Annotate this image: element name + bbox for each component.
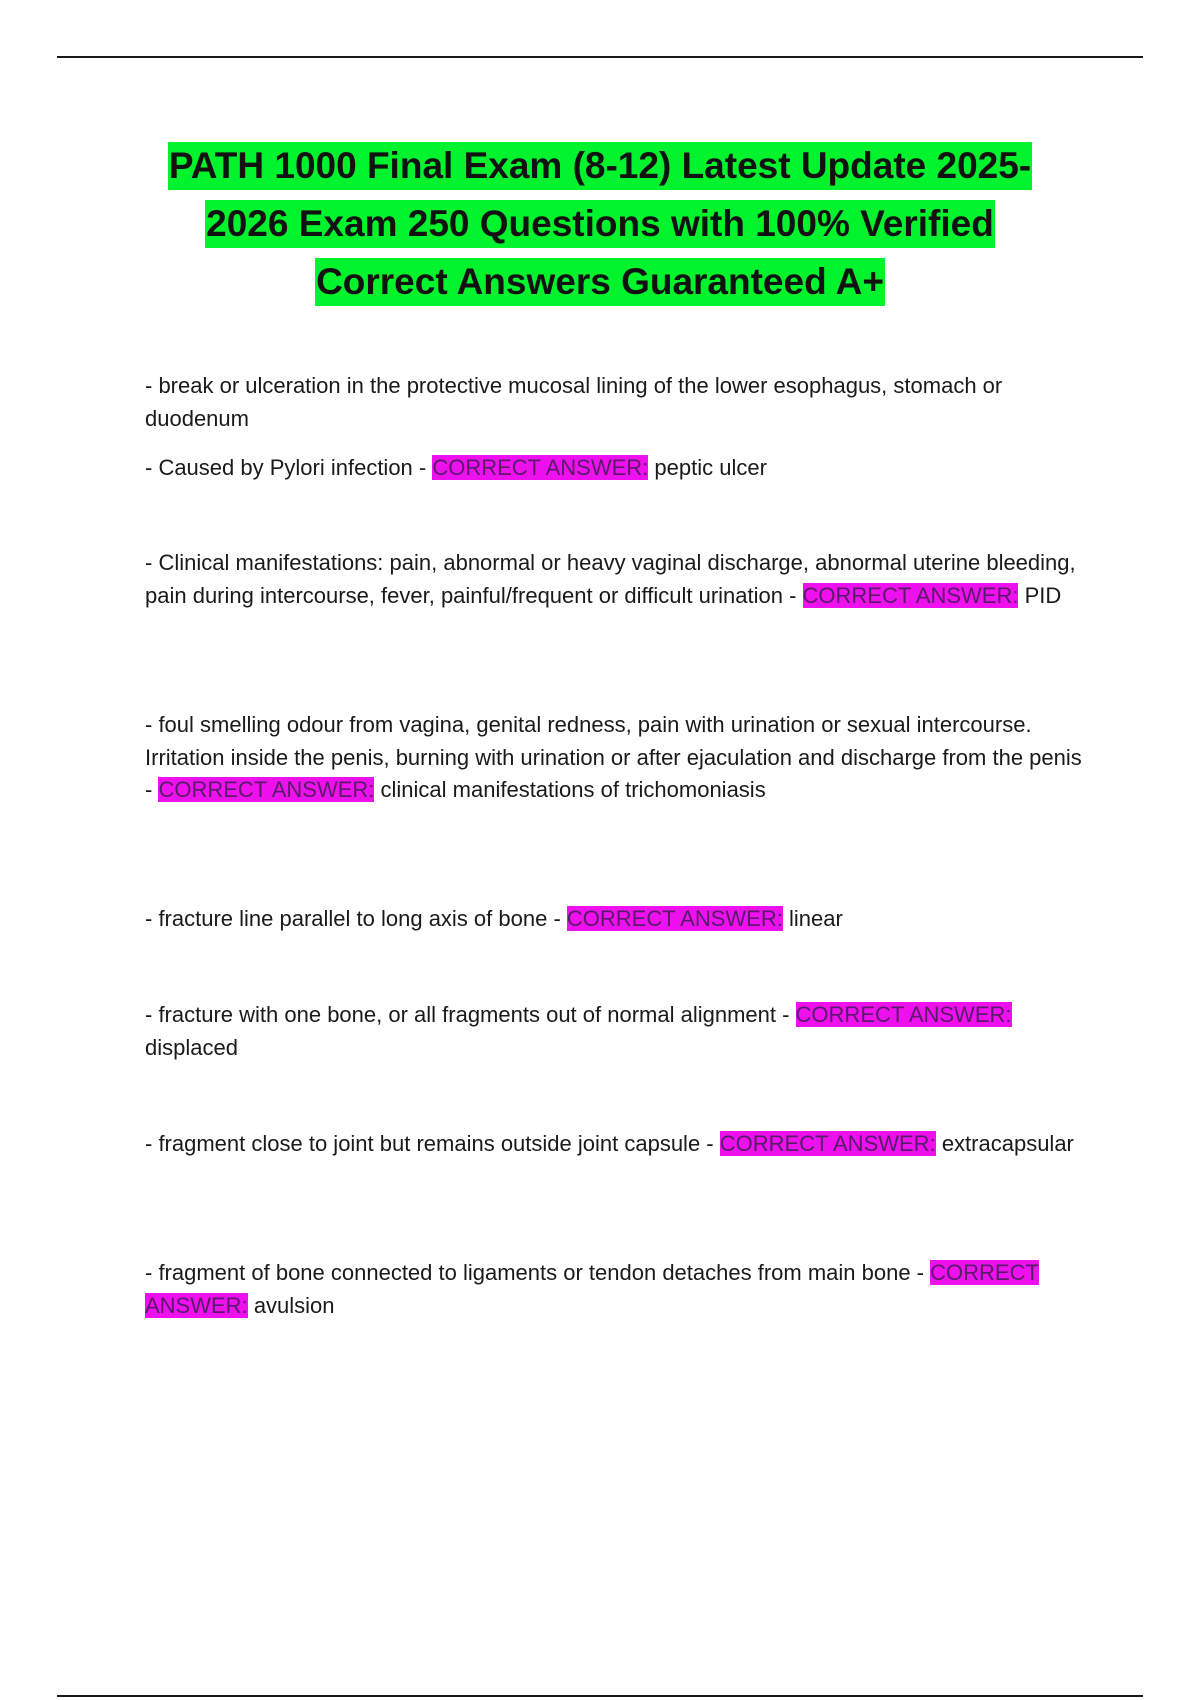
question-text: - Clinical manifestations: pain, abnormal or heavy vaginal discharge, abnormal uterine bleeding, pain during intercourse, fever, painful/frequent or difficult urination - bbox=[145, 550, 1076, 608]
answer-text: linear bbox=[788, 906, 843, 931]
answer-text: PID bbox=[1024, 582, 1062, 608]
top-rule bbox=[57, 56, 1143, 58]
correct-answer-marker: CORRECT ANSWER: bbox=[566, 906, 783, 931]
question-text: - break or ulceration in the protective mucosal lining of the lower esophagus, stomach or duodenum bbox=[145, 373, 1003, 431]
title-line: 2026 Exam 250 Questions with 100% Verified bbox=[205, 200, 995, 248]
correct-answer-marker: CORRECT ANSWER: bbox=[802, 582, 1019, 608]
correct-answer-marker: CORRECT ANSWER: bbox=[158, 777, 375, 802]
bottom-rule bbox=[57, 1695, 1143, 1697]
qa-entry bbox=[145, 903, 1095, 936]
document-title bbox=[130, 142, 1070, 316]
title-line: Correct Answers Guaranteed A+ bbox=[315, 258, 885, 306]
title-line: PATH 1000 Final Exam (8-12) Latest Update 2025- bbox=[168, 142, 1032, 190]
qa-entry bbox=[145, 1257, 1095, 1322]
correct-answer-marker: CORRECT ANSWER: bbox=[145, 1260, 1039, 1318]
correct-answer-marker: CORRECT ANSWER: bbox=[719, 1131, 936, 1156]
qa-entry bbox=[145, 370, 1095, 485]
answer-text: clinical manifestations of trichomoniasis bbox=[380, 777, 766, 802]
qa-entry bbox=[145, 999, 1095, 1064]
answer-text: extracapsular bbox=[941, 1131, 1074, 1156]
question-text: - fragment close to joint but remains outside joint capsule - bbox=[145, 1131, 720, 1156]
answer-text: displaced bbox=[145, 1034, 238, 1060]
correct-answer-marker: CORRECT ANSWER: bbox=[795, 1002, 1012, 1027]
question-text: - fracture line parallel to long axis of bone - bbox=[145, 906, 567, 931]
correct-answer-marker: CORRECT ANSWER: bbox=[432, 455, 649, 480]
qa-entry bbox=[145, 547, 1095, 612]
answer-text: avulsion bbox=[253, 1292, 335, 1318]
qa-entry bbox=[145, 1128, 1095, 1161]
question-text: - Caused by Pylori infection - bbox=[145, 455, 433, 480]
question-text: - fracture with one bone, or all fragments out of normal alignment - bbox=[145, 1002, 796, 1027]
question-text: - fragment of bone connected to ligaments or tendon detaches from main bone - bbox=[145, 1260, 931, 1285]
answer-text: peptic ulcer bbox=[654, 455, 767, 480]
qa-entry bbox=[145, 709, 1095, 807]
question-text: - foul smelling odour from vagina, genital redness, pain with urination or sexual intercourse. Irritation inside the penis, burning with urination or after ejaculation and discharge from the penis - bbox=[145, 712, 1082, 802]
